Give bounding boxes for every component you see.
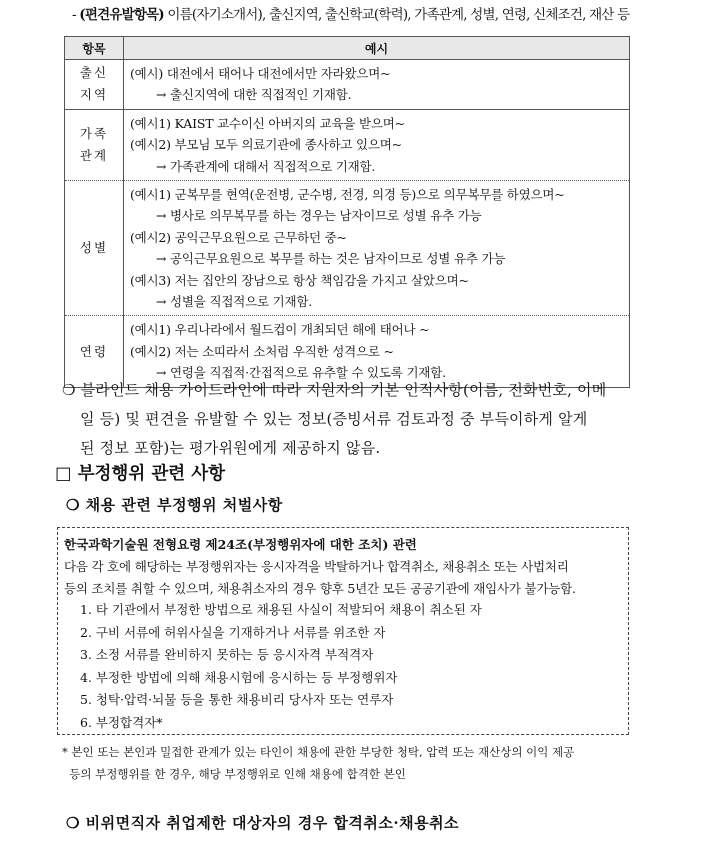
row-label: 성별 — [65, 181, 124, 316]
bias-items-line: - (편견유발항목) 이름(자기소개서), 출신지역, 출신학교(학력), 가족관계, 성별, 연령, 신체조건, 재산 등 — [72, 7, 630, 23]
row-body: (예시1) 군복무를 현역(운전병, 군수병, 전경, 의경 등)으로 의무복무를 하였으며~ → 병사로 의무복무를 하는 경우는 남자이므로 성별 유추 가능 (예시2) 공익근무요원으로 근무하던 중~ → 공익근무요원으로 복무를 하는 것은 남자이므로 성별 유추 가능 (예시3) 저는 집안의 장남으로 항상 책임감을 가지고 살았으며~ → 성별을 직접적으로 기재함. — [124, 181, 630, 316]
list-item: 1. 타 기관에서 부정한 방법으로 채용된 사실이 적발되어 채용이 취소된 자 — [80, 602, 482, 617]
table-row-gender — [65, 181, 630, 316]
regulation-box: 한국과학기술원 전형요령 제24조(부정행위자에 대한 조치) 관련 다음 각 호에 해당하는 부정행위자는 응시자격을 박탈하거나 합격취소, 채용취소 또는 사법처리 등의 조치를 취할 수 있으며, 채용취소자의 경우 향후 5년간 모든 공공기관에 재임사가 불가능함. 1. 타 기관에서 부정한 방법으로 채용된 사실이 적발되어 채용이 취소된 자 2. 구비 서류에 허위사실을 기재하거나 서류를 위조한 자 3. 소정 서류를 완비하지 못하는 등 응시자격 부적격자 4. 부정한 방법에 의해 채용시험에 응시하는 등 부정행위자 5. 청탁·압력·뇌물 등을 통한 채용비리 당사자 또는 연루자 6. 부정합격자* — [57, 527, 629, 735]
list-item: 5. 청탁·압력·뇌물 등을 통한 채용비리 당사자 또는 연루자 — [80, 692, 394, 707]
subsection-penalties: ❍ 채용 관련 부정행위 처벌사항 — [66, 496, 283, 514]
row-body: (예시) 대전에서 태어나 대전에서만 자라왔으며~ → 출신지역에 대한 직접적인 기재함. — [124, 60, 630, 110]
subsection-employment-restriction: ❍ 비위면직자 취업제한 대상자의 경우 합격취소·채용취소 — [66, 814, 460, 832]
regulation-heading: 한국과학기술원 전형요령 제24조(부정행위자에 대한 조치) 관련 — [64, 537, 417, 552]
row-body: (예시1) KAIST 교수이신 아버지의 교육을 받으며~ (예시2) 부모님 모두 의료기관에 종사하고 있으며~ → 가족관계에 대해서 직접적으로 기재함. — [124, 109, 630, 180]
row-label: 출신 지역 — [65, 60, 124, 110]
examples-table — [64, 36, 630, 388]
row-label: 연령 — [65, 316, 124, 387]
section-title: □ 부정행위 관련 사항 — [55, 464, 226, 484]
list-item: 6. 부정합격자* — [80, 714, 163, 730]
footnote: * 본인 또는 본인과 밀접한 관계가 있는 타인이 채용에 관한 부당한 청탁, 압력 또는 재산상의 이익 제공 등의 부정행위를 한 경우, 해당 부정행위로 인해 채용에 합격한 본인 — [62, 745, 575, 781]
row-label: 가족 관계 — [65, 109, 124, 180]
list-item: 3. 소정 서류를 완비하지 못하는 등 응시자격 부적격자 — [80, 647, 374, 662]
table-header-example: 예시 — [124, 37, 630, 60]
list-item: 4. 부정한 방법에 의해 채용시험에 응시하는 등 부정행위자 — [80, 669, 398, 685]
row-body: (예시1) 우리나라에서 월드컵이 개최되던 해에 태어나 ~ (예시2) 저는 소띠라서 소처럼 우직한 성격으로 ~ → 연령을 직접적·간접적으로 유추할 수 있도록 기재함. — [124, 316, 630, 387]
blind-hiring-paragraph: ❍ 블라인드 채용 가이드라인에 따라 지원자의 기본 인적사항(이름, 전화번호, 이메 일 등) 및 편견을 유발할 수 있는 정보(증빙서류 검토과정 중 부득이하게 알게 된 정보 포함)는 평가위원에게 제공하지 않음. — [62, 381, 607, 457]
table-row-origin — [65, 60, 630, 110]
table-header-item: 항목 — [65, 37, 124, 60]
bias-items-label: (편견유발항목) — [79, 7, 164, 23]
table-row-family — [65, 109, 630, 180]
table-header-row — [65, 37, 630, 60]
list-item: 2. 구비 서류에 허위사실을 기재하거나 서류를 위조한 자 — [80, 624, 386, 640]
violation-list — [64, 599, 622, 734]
